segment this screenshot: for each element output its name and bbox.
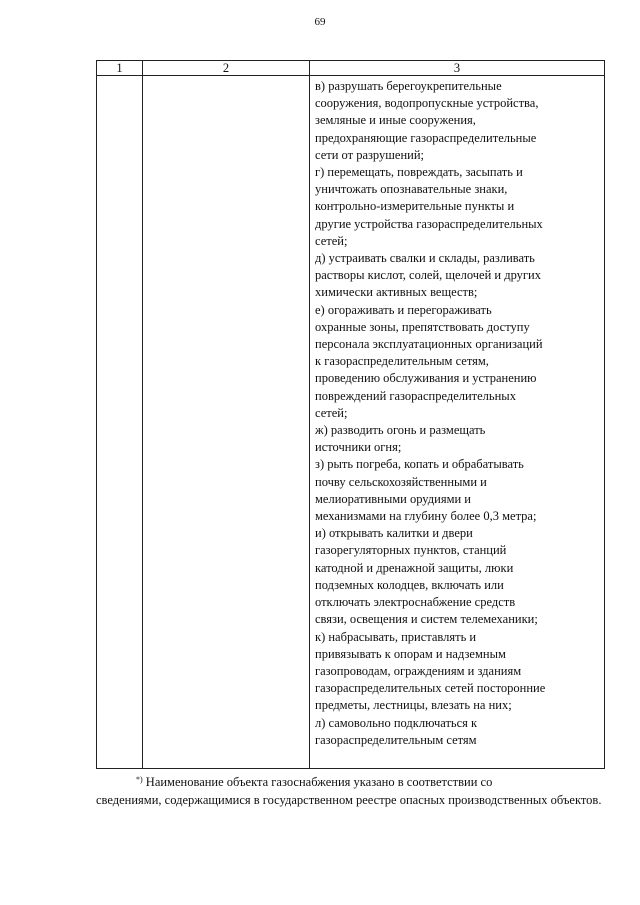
footnote [96,773,604,809]
list-item: к) набрасывать, приставлять и привязывать к опорам и надземным газопроводам, ограждениям и зданиям газораспределительных сетей посторонние предметы, лестницы, влезать на них; [315,629,546,713]
column-header-3: 3 [310,61,605,76]
footnote-text-line1: Наименование объекта газоснабжения указано в соответствии со [145,775,493,789]
list-item: в) разрушать берегоукрепительные сооружения, водопропускные устройства, земляные и иные сооружения, предохраняющие газораспределительные сети от разрушений; [315,79,539,162]
table-cell-col2 [143,76,310,769]
list-item: е) огораживать и перегораживать охранные зоны, препятствовать доступу персонала эксплуатационных организаций к газораспределительным сетям, проведению обслуживания и устранению повреждений газораспределительных сетей; [315,302,543,420]
column-header-2: 2 [143,61,310,76]
list-item: и) открывать калитки и двери газорегуляторных пунктов, станций катодной и дренажной защиты, люки подземных колодцев, включать или отключать электроснабжение средств связи, освещения и систем телемеханики; [315,526,538,627]
list-item: ж) разводить огонь и размещать источники огня; [315,423,486,455]
prohibitions-list [310,76,604,749]
table-cell-col3 [310,76,605,769]
footnote-first-line [96,773,604,791]
table-cell-col1 [97,76,143,769]
document-table [96,60,605,769]
table-row [97,76,605,769]
footnote-marker: *) [136,775,143,784]
table-header-row [97,61,605,76]
footnote-text-rest: сведениями, содержащимися в государственном реестре опасных производственных объектов. [96,793,602,807]
column-header-1: 1 [97,61,143,76]
page-number: 69 [314,16,326,28]
list-item: з) рыть погреба, копать и обрабатывать почву сельскохозяйственными и мелиоративными орудиями и механизмами на глубину более 0,3 метра; [315,457,537,524]
list-item: г) перемещать, повреждать, засыпать и уничтожать опознавательные знаки, контрольно-измерительные пункты и другие устройства газораспределительных сетей; [315,165,543,248]
list-item: д) устраивать свалки и склады, разливать растворы кислот, солей, щелочей и других химически активных веществ; [315,251,541,300]
list-item: л) самовольно подключаться к газораспределительным сетям [315,715,478,747]
